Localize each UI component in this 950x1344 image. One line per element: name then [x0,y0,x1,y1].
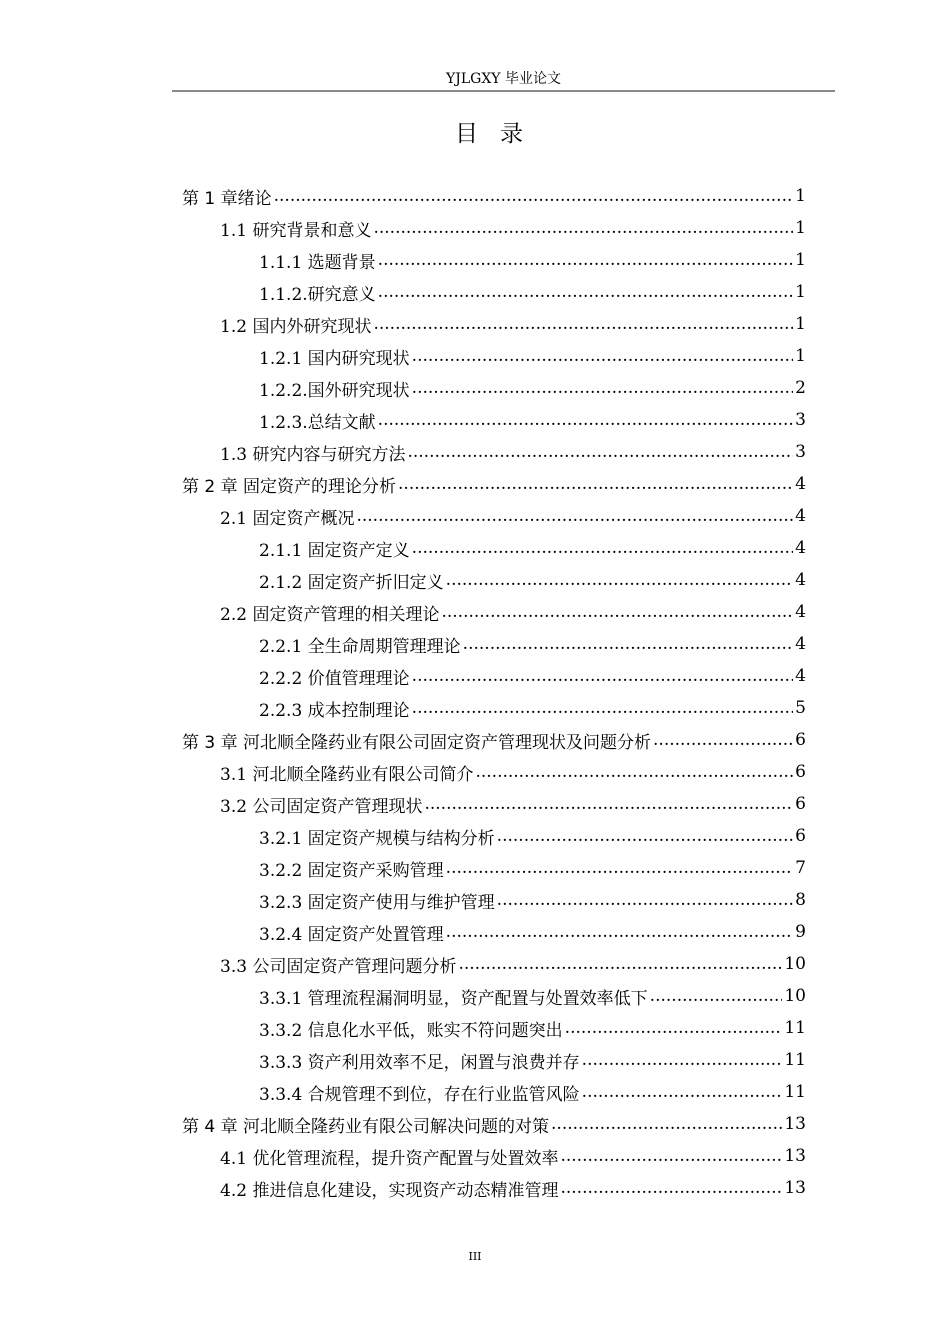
toc-leader-dots [412,346,794,366]
toc-entry-label: 1.2.2.国外研究现状 [259,380,410,401]
toc-entry[interactable] [182,596,806,628]
toc-entry[interactable] [182,852,806,884]
toc-entry-page: 4 [795,570,806,590]
toc-leader-dots [497,890,794,910]
toc-entry-label: 3.2.4 固定资产处置管理 [259,924,444,945]
toc-entry-label: 2.2.3 成本控制理论 [259,700,410,721]
toc-leader-dots [412,666,794,686]
toc-leader-dots [378,282,794,302]
toc-entry-label: 2.2.1 全生命周期管理理论 [259,636,461,657]
toc-entry[interactable] [182,1076,806,1108]
toc-entry-page: 1 [795,250,806,270]
toc-entry-label: 3.3.4 合规管理不到位，存在行业监管风险 [259,1084,580,1105]
toc-entry-page: 11 [784,1082,806,1102]
toc-entry-label: 第 4 章 河北顺全隆药业有限公司解决问题的对策 [182,1116,550,1137]
toc-entry[interactable] [182,628,806,660]
toc-entry-label: 1.3 研究内容与研究方法 [220,444,406,465]
toc-leader-dots [475,762,793,782]
toc-entry[interactable] [182,1108,806,1140]
toc-leader-dots [412,538,794,558]
toc-entry-page: 1 [795,282,806,302]
toc-entry-label: 1.1.2.研究意义 [259,284,376,305]
toc-leader-dots [650,986,783,1006]
toc-entry-page: 1 [795,346,806,366]
toc-entry-page: 4 [795,538,806,558]
toc-leader-dots [565,1018,783,1038]
toc-entry[interactable] [182,500,806,532]
toc-entry-label: 第 2 章 固定资产的理论分析 [182,476,397,497]
toc-entry[interactable] [182,372,806,404]
toc-leader-dots [653,730,793,750]
toc-entry[interactable] [182,308,806,340]
toc-entry-page: 9 [795,922,806,942]
toc-entry-page: 4 [795,506,806,526]
toc-entry-page: 3 [795,442,806,462]
toc-entry-label: 4.1 优化管理流程，提升资产配置与处置效率 [220,1148,559,1169]
toc-entry-page: 1 [795,314,806,334]
toc-entry-page: 4 [795,474,806,494]
toc-entry-page: 4 [795,634,806,654]
toc-entry-label: 3.2 公司固定资产管理现状 [220,796,423,817]
toc-leader-dots [398,474,793,494]
toc-entry[interactable] [182,180,806,212]
toc-entry-label: 1.1 研究背景和意义 [220,220,372,241]
toc-entry-page: 2 [795,378,806,398]
toc-entry[interactable] [182,788,806,820]
toc-entry[interactable] [182,1012,806,1044]
toc-entry-page: 13 [784,1178,806,1198]
toc-leader-dots [446,858,794,878]
toc-entry[interactable] [182,980,806,1012]
toc-entry-page: 1 [795,218,806,238]
header-rule [172,90,835,92]
toc-entry[interactable] [182,1172,806,1204]
toc-leader-dots [582,1082,783,1102]
toc-entry-label: 3.3.1 管理流程漏洞明显，资产配置与处置效率低下 [259,988,648,1009]
toc-entry-label: 2.2.2 价值管理理论 [259,668,410,689]
toc-leader-dots [378,410,794,430]
page-number: III [468,1250,482,1263]
toc-entry-page: 10 [784,954,806,974]
toc-entry-page: 4 [795,666,806,686]
toc-entry-page: 6 [795,730,806,750]
toc-entry-page: 7 [795,858,806,878]
toc-entry-page: 6 [795,826,806,846]
toc-entry[interactable] [182,820,806,852]
toc-leader-dots [446,922,794,942]
toc-entry-page: 10 [784,986,806,1006]
toc-entry[interactable] [182,532,806,564]
toc-entry-page: 13 [784,1146,806,1166]
toc-leader-dots [373,314,793,334]
toc-entry-label: 第 3 章 河北顺全隆药业有限公司固定资产管理现状及问题分析 [182,732,652,753]
toc-entry-label: 4.2 推进信息化建设，实现资产动态精准管理 [220,1180,559,1201]
toc-entry-label: 3.2.1 固定资产规模与结构分析 [259,828,495,849]
toc-title: 目录 [455,121,545,147]
toc-entry[interactable] [182,1044,806,1076]
toc-entry-page: 8 [795,890,806,910]
toc-entry-label: 3.3.3 资产利用效率不足，闲置与浪费并存 [259,1052,580,1073]
running-header: YJLGXY 毕业论文 [446,71,561,87]
table-of-contents [182,180,806,1204]
toc-entry[interactable] [182,404,806,436]
toc-entry[interactable] [182,340,806,372]
toc-entry-page: 6 [795,794,806,814]
toc-leader-dots [274,186,794,206]
toc-entry[interactable] [182,756,806,788]
toc-leader-dots [412,698,794,718]
toc-leader-dots [560,1146,782,1166]
toc-leader-dots [560,1178,782,1198]
toc-entry-label: 第 1 章绪论 [182,188,272,209]
toc-entry[interactable] [182,436,806,468]
toc-entry[interactable] [182,724,806,756]
toc-leader-dots [497,826,794,846]
toc-leader-dots [582,1050,783,1070]
toc-entry[interactable] [182,276,806,308]
toc-entry-label: 1.1.1 选题背景 [259,252,376,273]
toc-entry[interactable] [182,244,806,276]
toc-entry[interactable] [182,916,806,948]
toc-leader-dots [373,218,793,238]
toc-entry[interactable] [182,1140,806,1172]
toc-leader-dots [458,954,782,974]
toc-entry-label: 3.1 河北顺全隆药业有限公司简介 [220,764,474,785]
toc-leader-dots [463,634,794,654]
toc-entry-page: 11 [784,1050,806,1070]
toc-leader-dots [356,506,793,526]
toc-entry[interactable] [182,948,806,980]
toc-entry[interactable] [182,468,806,500]
toc-entry[interactable] [182,884,806,916]
toc-entry[interactable] [182,212,806,244]
toc-entry-label: 3.2.2 固定资产采购管理 [259,860,444,881]
toc-entry-label: 2.1 固定资产概况 [220,508,355,529]
toc-leader-dots [407,442,793,462]
toc-entry-page: 5 [795,698,806,718]
toc-entry-label: 3.2.3 固定资产使用与维护管理 [259,892,495,913]
toc-entry-page: 6 [795,762,806,782]
toc-entry-label: 2.2 固定资产管理的相关理论 [220,604,440,625]
toc-entry[interactable] [182,692,806,724]
toc-entry-page: 3 [795,410,806,430]
toc-entry-label: 2.1.2 固定资产折旧定义 [259,572,444,593]
toc-entry-label: 3.3.2 信息化水平低，账实不符问题突出 [259,1020,563,1041]
toc-entry-label: 1.2.1 国内研究现状 [259,348,410,369]
toc-entry-page: 13 [784,1114,806,1134]
toc-leader-dots [378,250,794,270]
toc-entry-label: 2.1.1 固定资产定义 [259,540,410,561]
toc-entry[interactable] [182,564,806,596]
toc-leader-dots [446,570,794,590]
toc-entry-label: 1.2.3.总结文献 [259,412,376,433]
toc-leader-dots [412,378,794,398]
toc-entry-page: 11 [784,1018,806,1038]
toc-entry[interactable] [182,660,806,692]
toc-entry-page: 4 [795,602,806,622]
toc-entry-label: 3.3 公司固定资产管理问题分析 [220,956,457,977]
toc-entry-label: 1.2 国内外研究现状 [220,316,372,337]
toc-leader-dots [424,794,793,814]
toc-entry-page: 1 [795,186,806,206]
toc-leader-dots [551,1114,782,1134]
toc-leader-dots [441,602,793,622]
